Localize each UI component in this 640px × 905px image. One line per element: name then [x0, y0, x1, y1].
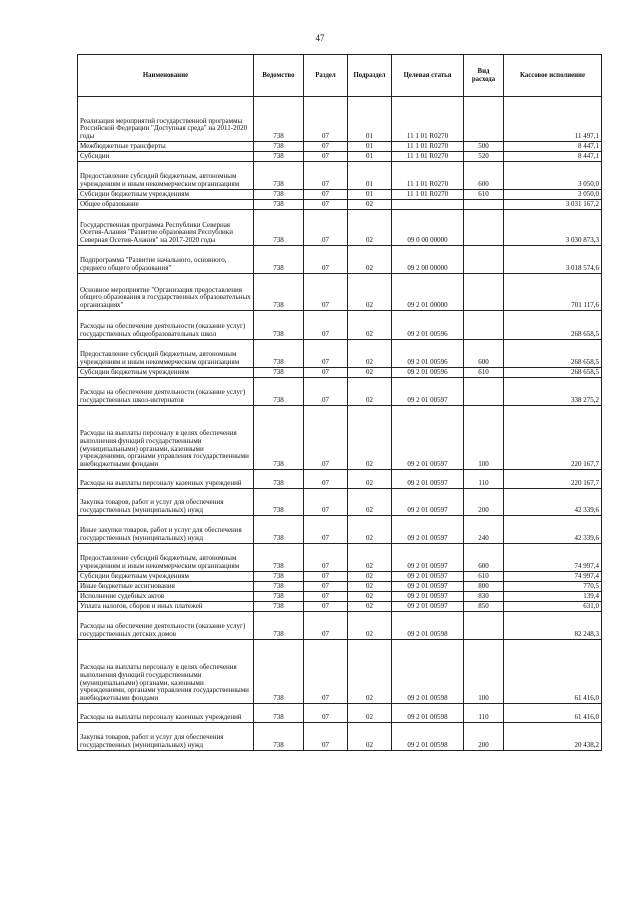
row-subsection-cell: 01 — [348, 190, 392, 200]
row-target-item-cell: 11 1 01 R0270 — [392, 190, 464, 200]
table-row — [78, 602, 602, 612]
row-name-cell: Расходы на обеспечение деятельности (оказание услуг) государственных детских домов — [78, 612, 254, 640]
row-section-cell: 07 — [304, 368, 348, 378]
row-expense-type-cell: 600 — [464, 544, 504, 572]
row-section-cell: 07 — [304, 162, 348, 190]
row-target-item-cell: 09 2 01 00598 — [392, 640, 464, 704]
row-department-cell: 738 — [254, 704, 304, 723]
row-expense-type-cell — [464, 246, 504, 274]
row-expense-type-cell: 500 — [464, 142, 504, 152]
row-subsection-cell: 02 — [348, 544, 392, 572]
row-expense-type-cell — [464, 210, 504, 246]
row-expense-type-cell: 100 — [464, 640, 504, 704]
row-target-item-cell: 09 2 01 00598 — [392, 704, 464, 723]
row-name-cell: Общее образование — [78, 200, 254, 210]
row-target-item-cell: 09 2 01 00597 — [392, 489, 464, 516]
row-target-item-cell: 09 2 01 00598 — [392, 612, 464, 640]
row-name-cell: Закупка товаров, работ и услуг для обеспечения государственных (муниципальных) нужд — [78, 489, 254, 516]
row-name-cell: Иные бюджетные ассигнования — [78, 582, 254, 592]
row-target-item-cell: 09 2 01 00597 — [392, 572, 464, 582]
row-section-cell: 07 — [304, 582, 348, 592]
row-department-cell: 738 — [254, 274, 304, 311]
row-section-cell: 07 — [304, 340, 348, 368]
row-target-item-cell — [392, 200, 464, 210]
row-section-cell: 07 — [304, 200, 348, 210]
budget-table — [77, 54, 602, 751]
row-target-item-cell: 09 2 01 00597 — [392, 582, 464, 592]
row-expense-type-cell — [464, 200, 504, 210]
row-subsection-cell: 02 — [348, 274, 392, 311]
row-department-cell: 738 — [254, 340, 304, 368]
row-name-cell: Субсидии — [78, 152, 254, 162]
row-department-cell: 738 — [254, 210, 304, 246]
row-section-cell: 07 — [304, 406, 348, 470]
row-expense-type-cell: 610 — [464, 190, 504, 200]
row-department-cell: 738 — [254, 582, 304, 592]
table-row — [78, 572, 602, 582]
row-target-item-cell: 09 2 01 00597 — [392, 378, 464, 406]
row-name-cell: Расходы на обеспечение деятельности (оказание услуг) государственных школ-интернатов — [78, 378, 254, 406]
row-name-cell: Предоставление субсидий бюджетным, автономным учреждениям и иным некоммерческим организациям — [78, 162, 254, 190]
table-row — [78, 378, 602, 406]
table-row — [78, 162, 602, 190]
row-department-cell: 738 — [254, 368, 304, 378]
table-row — [78, 368, 602, 378]
row-expense-type-cell: 610 — [464, 368, 504, 378]
col-header-expense-type: Вид расхода — [464, 55, 504, 97]
row-department-cell: 738 — [254, 406, 304, 470]
row-expense-type-cell: 520 — [464, 152, 504, 162]
table-row — [78, 723, 602, 751]
row-subsection-cell: 02 — [348, 723, 392, 751]
col-header-department: Ведомство — [254, 55, 304, 97]
table-row — [78, 704, 602, 723]
row-target-item-cell: 09 2 01 00597 — [392, 470, 464, 489]
row-subsection-cell: 02 — [348, 489, 392, 516]
row-expense-type-cell: 600 — [464, 162, 504, 190]
row-target-item-cell: 09 2 00 00000 — [392, 246, 464, 274]
table-row — [78, 274, 602, 311]
row-expense-type-cell: 100 — [464, 406, 504, 470]
row-cash-execution-cell: 42 339,6 — [504, 489, 602, 516]
table-header-row — [78, 55, 602, 97]
row-subsection-cell: 02 — [348, 246, 392, 274]
row-subsection-cell: 01 — [348, 162, 392, 190]
row-cash-execution-cell: 268 658,5 — [504, 368, 602, 378]
row-department-cell: 738 — [254, 572, 304, 582]
row-name-cell: Расходы на обеспечение деятельности (оказание услуг) государственных общеобразовательных школ — [78, 311, 254, 340]
row-section-cell: 07 — [304, 378, 348, 406]
row-section-cell: 07 — [304, 544, 348, 572]
row-name-cell: Предоставление субсидий бюджетным, автономным учреждениям и иным некоммерческим организациям — [78, 544, 254, 572]
row-cash-execution-cell: 3 030 873,3 — [504, 210, 602, 246]
row-department-cell: 738 — [254, 470, 304, 489]
row-cash-execution-cell: 61 416,0 — [504, 640, 602, 704]
row-subsection-cell: 02 — [348, 516, 392, 544]
row-target-item-cell: 09 2 01 00000 — [392, 274, 464, 311]
row-section-cell: 07 — [304, 489, 348, 516]
row-name-cell: Предоставление субсидий бюджетным, автономным учреждениям и иным некоммерческим организациям — [78, 340, 254, 368]
row-section-cell: 07 — [304, 190, 348, 200]
row-cash-execution-cell: 20 438,2 — [504, 723, 602, 751]
row-subsection-cell: 02 — [348, 572, 392, 582]
row-section-cell: 07 — [304, 470, 348, 489]
row-department-cell: 738 — [254, 723, 304, 751]
row-target-item-cell: 09 2 01 00596 — [392, 311, 464, 340]
row-department-cell: 738 — [254, 489, 304, 516]
table-row — [78, 406, 602, 470]
row-name-cell: Иные закупки товаров, работ и услуг для обеспечения государственных (муниципальных) нужд — [78, 516, 254, 544]
row-subsection-cell: 02 — [348, 200, 392, 210]
row-expense-type-cell: 600 — [464, 340, 504, 368]
row-section-cell: 07 — [304, 246, 348, 274]
row-section-cell: 07 — [304, 311, 348, 340]
row-department-cell: 738 — [254, 246, 304, 274]
row-expense-type-cell: 850 — [464, 602, 504, 612]
row-expense-type-cell — [464, 274, 504, 311]
table-row — [78, 340, 602, 368]
row-section-cell: 07 — [304, 152, 348, 162]
row-target-item-cell: 09 2 01 00598 — [392, 723, 464, 751]
row-target-item-cell: 09 2 01 00597 — [392, 592, 464, 602]
row-name-cell: Субсидии бюджетным учреждениям — [78, 368, 254, 378]
row-cash-execution-cell: 701 117,6 — [504, 274, 602, 311]
row-subsection-cell: 02 — [348, 311, 392, 340]
row-department-cell: 738 — [254, 516, 304, 544]
row-name-cell: Уплата налогов, сборов и иных платежей — [78, 602, 254, 612]
row-name-cell: Расходы на выплаты персоналу в целях обеспечения выполнения функций государственными (муниципальными) органами, казенными учреждениями, органами управления государственными внебюджетными фондами — [78, 406, 254, 470]
row-subsection-cell: 02 — [348, 640, 392, 704]
row-target-item-cell: 09 2 01 00597 — [392, 544, 464, 572]
row-cash-execution-cell: 220 167,7 — [504, 470, 602, 489]
table-row — [78, 612, 602, 640]
row-section-cell: 07 — [304, 572, 348, 582]
row-cash-execution-cell: 42 339,6 — [504, 516, 602, 544]
row-target-item-cell: 09 2 01 00596 — [392, 340, 464, 368]
row-department-cell: 738 — [254, 602, 304, 612]
table-row — [78, 246, 602, 274]
row-section-cell: 07 — [304, 640, 348, 704]
row-expense-type-cell: 610 — [464, 572, 504, 582]
table-row — [78, 200, 602, 210]
row-subsection-cell: 02 — [348, 210, 392, 246]
row-expense-type-cell: 800 — [464, 582, 504, 592]
row-expense-type-cell: 200 — [464, 723, 504, 751]
row-department-cell: 738 — [254, 592, 304, 602]
row-expense-type-cell: 110 — [464, 470, 504, 489]
row-cash-execution-cell: 8 447,1 — [504, 142, 602, 152]
row-cash-execution-cell: 770,5 — [504, 582, 602, 592]
row-expense-type-cell — [464, 378, 504, 406]
row-subsection-cell: 02 — [348, 612, 392, 640]
row-department-cell: 738 — [254, 378, 304, 406]
row-target-item-cell: 11 1 01 R0270 — [392, 97, 464, 142]
row-expense-type-cell: 240 — [464, 516, 504, 544]
row-cash-execution-cell: 3 050,0 — [504, 162, 602, 190]
table-row — [78, 311, 602, 340]
row-name-cell: Расходы на выплаты персоналу казенных учреждений — [78, 704, 254, 723]
col-header-target-item: Целевая статья — [392, 55, 464, 97]
row-subsection-cell: 02 — [348, 340, 392, 368]
row-department-cell: 738 — [254, 640, 304, 704]
row-section-cell: 07 — [304, 602, 348, 612]
table-row — [78, 544, 602, 572]
row-department-cell: 738 — [254, 190, 304, 200]
row-subsection-cell: 02 — [348, 582, 392, 592]
row-target-item-cell: 09 2 01 00596 — [392, 368, 464, 378]
row-cash-execution-cell: 220 167,7 — [504, 406, 602, 470]
row-name-cell: Государственная программа Республики Северная Осетия-Алания "Развитие образования Республики Северная Осетия-Алания" на 2017-2020 годы — [78, 210, 254, 246]
table-row — [78, 210, 602, 246]
row-subsection-cell: 02 — [348, 406, 392, 470]
row-section-cell: 07 — [304, 142, 348, 152]
table-row — [78, 640, 602, 704]
row-cash-execution-cell: 631,0 — [504, 602, 602, 612]
row-subsection-cell: 02 — [348, 378, 392, 406]
row-subsection-cell: 02 — [348, 470, 392, 489]
row-department-cell: 738 — [254, 200, 304, 210]
row-cash-execution-cell: 82 248,3 — [504, 612, 602, 640]
row-subsection-cell: 01 — [348, 97, 392, 142]
row-subsection-cell: 01 — [348, 142, 392, 152]
row-department-cell: 738 — [254, 152, 304, 162]
row-name-cell: Субсидии бюджетным учреждениям — [78, 190, 254, 200]
row-section-cell: 07 — [304, 704, 348, 723]
row-section-cell: 07 — [304, 210, 348, 246]
row-target-item-cell: 09 0 00 00000 — [392, 210, 464, 246]
row-expense-type-cell: 830 — [464, 592, 504, 602]
row-target-item-cell: 09 2 01 00597 — [392, 602, 464, 612]
row-expense-type-cell: 110 — [464, 704, 504, 723]
row-section-cell: 07 — [304, 274, 348, 311]
row-target-item-cell: 11 1 01 R0270 — [392, 162, 464, 190]
row-expense-type-cell — [464, 97, 504, 142]
row-name-cell: Расходы на выплаты персоналу казенных учреждений — [78, 470, 254, 489]
row-name-cell: Подпрограмма "Развитие начального, основного, среднего общего образования" — [78, 246, 254, 274]
table-row — [78, 582, 602, 592]
row-section-cell: 07 — [304, 612, 348, 640]
row-target-item-cell: 11 1 01 R0270 — [392, 142, 464, 152]
row-cash-execution-cell: 139,4 — [504, 592, 602, 602]
row-subsection-cell: 02 — [348, 592, 392, 602]
row-section-cell: 07 — [304, 516, 348, 544]
table-row — [78, 592, 602, 602]
row-name-cell: Исполнение судебных актов — [78, 592, 254, 602]
row-cash-execution-cell: 8 447,1 — [504, 152, 602, 162]
row-subsection-cell: 01 — [348, 152, 392, 162]
col-header-subsection: Подраздел — [348, 55, 392, 97]
table-row — [78, 470, 602, 489]
row-section-cell: 07 — [304, 592, 348, 602]
row-subsection-cell: 02 — [348, 368, 392, 378]
table-row — [78, 152, 602, 162]
row-cash-execution-cell: 3 031 167,2 — [504, 200, 602, 210]
row-department-cell: 738 — [254, 544, 304, 572]
row-department-cell: 738 — [254, 97, 304, 142]
row-expense-type-cell — [464, 311, 504, 340]
row-cash-execution-cell: 74 997,4 — [504, 544, 602, 572]
row-cash-execution-cell: 338 275,2 — [504, 378, 602, 406]
row-expense-type-cell: 200 — [464, 489, 504, 516]
row-name-cell: Межбюджетные трансферты — [78, 142, 254, 152]
row-department-cell: 738 — [254, 311, 304, 340]
row-expense-type-cell — [464, 612, 504, 640]
row-department-cell: 738 — [254, 612, 304, 640]
col-header-cash-execution: Кассовое исполнение — [504, 55, 602, 97]
row-cash-execution-cell: 3 050,0 — [504, 190, 602, 200]
row-section-cell: 07 — [304, 723, 348, 751]
row-name-cell: Реализация мероприятий государственной программы Российской Федерации "Доступная среда" на 2011-2020 годы — [78, 97, 254, 142]
row-name-cell: Закупка товаров, работ и услуг для обеспечения государственных (муниципальных) нужд — [78, 723, 254, 751]
row-target-item-cell: 09 2 01 00597 — [392, 406, 464, 470]
row-section-cell: 07 — [304, 97, 348, 142]
row-cash-execution-cell: 3 018 574,6 — [504, 246, 602, 274]
row-target-item-cell: 09 2 01 00597 — [392, 516, 464, 544]
row-department-cell: 738 — [254, 142, 304, 152]
row-cash-execution-cell: 74 997,4 — [504, 572, 602, 582]
row-cash-execution-cell: 61 416,0 — [504, 704, 602, 723]
row-subsection-cell: 02 — [348, 602, 392, 612]
table-row — [78, 190, 602, 200]
row-name-cell: Субсидии бюджетным учреждениям — [78, 572, 254, 582]
row-target-item-cell: 11 1 01 R0270 — [392, 152, 464, 162]
row-subsection-cell: 02 — [348, 704, 392, 723]
row-name-cell: Расходы на выплаты персоналу в целях обеспечения выполнения функций государственными (муниципальными) органами, казенными учреждениями, органами управления государственными внебюджетными фондами — [78, 640, 254, 704]
row-name-cell: Основное мероприятие "Организация предоставления общего образования в государственных образовательных организациях" — [78, 274, 254, 311]
row-department-cell: 738 — [254, 162, 304, 190]
page-number: 47 — [315, 33, 325, 43]
table-row — [78, 142, 602, 152]
col-header-name: Наименование — [78, 55, 254, 97]
table-row — [78, 97, 602, 142]
row-cash-execution-cell: 11 497,1 — [504, 97, 602, 142]
table-row — [78, 489, 602, 516]
row-cash-execution-cell: 268 658,5 — [504, 340, 602, 368]
col-header-section: Раздел — [304, 55, 348, 97]
row-cash-execution-cell: 268 658,5 — [504, 311, 602, 340]
table-row — [78, 516, 602, 544]
